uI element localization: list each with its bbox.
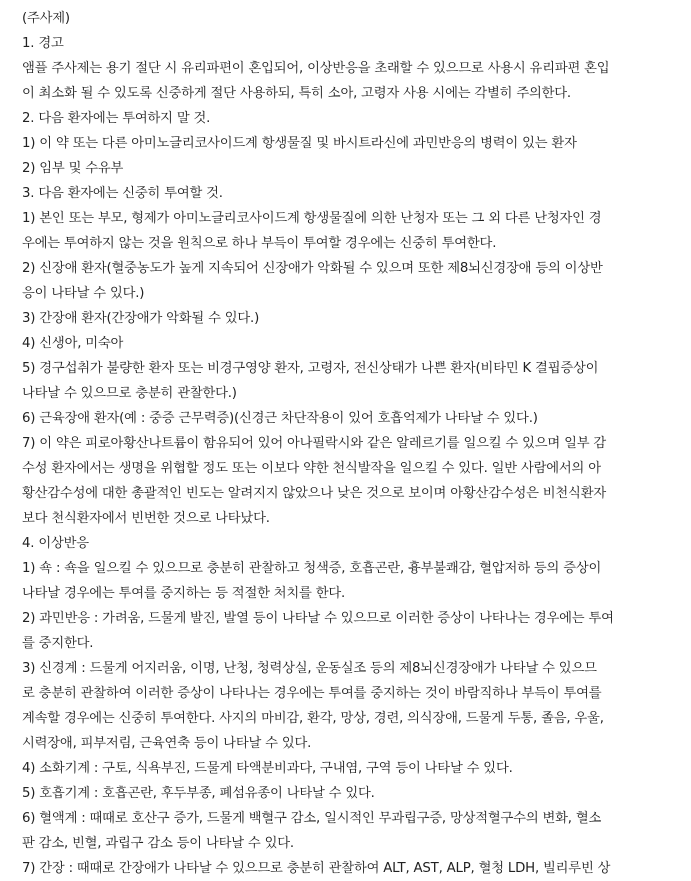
text-line: 나타날 수 있으므로 충분히 관찰한다.) [22, 386, 237, 401]
text-line: 3) 신경계 : 드물게 어지러움, 이명, 난청, 청력상실, 운동실조 등의 제8뇌신경장애가 나타날 수 있으므 [22, 661, 597, 676]
heading-contraindications: 2. 다음 환자에는 투여하지 말 것. [22, 111, 211, 126]
text-line: 4) 소화기계 : 구토, 식욕부진, 드물게 타액분비과다, 구내염, 구역 등이 나타날 수 있다. [22, 761, 513, 776]
text-line: 5) 호흡기계 : 호흡곤란, 후두부종, 폐섬유종이 나타날 수 있다. [22, 786, 375, 801]
text-line: 우에는 투여하지 않는 것을 원칙으로 하나 부득이 투여할 경우에는 신중히 투여한다. [22, 236, 497, 251]
heading-warning: 1. 경고 [22, 36, 64, 51]
text-line: 3) 간장애 환자(간장애가 악화될 수 있다.) [22, 311, 260, 326]
text-line: 1) 본인 또는 부모, 형제가 아미노글리코사이드계 항생물질에 의한 난청자 또는 그 외 다른 난청자인 경 [22, 211, 602, 226]
text-line: 1) 쇽 : 쇽을 일으킬 수 있으므로 충분히 관찰하고 청색증, 호흡곤란, 흉부불쾌감, 혈압저하 등의 증상이 [22, 561, 602, 576]
text-line: 시력장애, 피부저림, 근육연축 등이 나타날 수 있다. [22, 736, 312, 751]
text-line: 수성 환자에서는 생명을 위협할 정도 또는 이보다 약한 천식발작을 일으킬 수 있다. 일반 사람에서의 아 [22, 461, 601, 476]
text-line: 7) 이 약은 피로아황산나트륨이 함유되어 있어 아나필락시와 같은 알레르기를 일으킬 수 있으며 일부 감 [22, 436, 607, 451]
section-label: (주사제) [22, 11, 70, 26]
text-line: 5) 경구섭취가 불량한 환자 또는 비경구영양 환자, 고령자, 전신상태가 나쁜 환자(비타민 K 결핍증상이 [22, 361, 599, 376]
text-line: 를 중지한다. [22, 636, 94, 651]
text-line: 2) 과민반응 : 가려움, 드물게 발진, 발열 등이 나타날 수 있으므로 이러한 증상이 나타나는 경우에는 투여 [22, 611, 614, 626]
text-line: 2) 신장애 환자(혈중농도가 높게 지속되어 신장애가 악화될 수 있으며 또한 제8뇌신경장애 등의 이상반 [22, 261, 603, 276]
text-line: 응이 나타날 수 있다.) [22, 286, 145, 301]
text-line: 판 감소, 빈혈, 과립구 감소 등이 나타날 수 있다. [22, 836, 294, 851]
text-line: 로 충분히 관찰하여 이러한 증상이 나타나는 경우에는 투여를 중지하는 것이 바람직하나 부득이 투여를 [22, 686, 602, 701]
text-line: 1) 이 약 또는 다른 아미노글리코사이드계 항생물질 및 바시트라신에 과민반응의 병력이 있는 환자 [22, 136, 577, 151]
text-line: 황산감수성에 대한 총괄적인 빈도는 알려지지 않았으나 낮은 것으로 보이며 아황산감수성은 비천식환자 [22, 486, 606, 501]
text-line: 나타날 경우에는 투여를 중지하는 등 적절한 처치를 한다. [22, 586, 346, 601]
text-line: 2) 임부 및 수유부 [22, 161, 124, 176]
text-line: 4) 신생아, 미숙아 [22, 336, 124, 351]
heading-adverse-reactions: 4. 이상반응 [22, 536, 89, 551]
heading-cautions: 3. 다음 환자에는 신중히 투여할 것. [22, 186, 223, 201]
text-line: 앰플 주사제는 용기 절단 시 유리파편이 혼입되어, 이상반응을 초래할 수 있으므로 사용시 유리파편 혼입 [22, 61, 610, 76]
document-body [0, 6, 685, 881]
text-line: 계속할 경우에는 신중히 투여한다. 사지의 마비감, 환각, 망상, 경련, 의식장애, 드물게 두통, 졸음, 우울, [22, 711, 604, 726]
text-line: 6) 혈액계 : 때때로 호산구 증가, 드물게 백혈구 감소, 일시적인 무과립구증, 망상적혈구수의 변화, 혈소 [22, 811, 602, 826]
text-line: 7) 간장 : 때때로 간장애가 나타날 수 있으므로 충분히 관찰하여 ALT, AST, ALP, 혈청 LDH, 빌리루빈 상 [22, 861, 611, 876]
text-line: 6) 근육장애 환자(예 : 중증 근무력증)(신경근 차단작용이 있어 호흡억제가 나타날 수 있다.) [22, 411, 538, 426]
text-line: 이 최소화 될 수 있도록 신중하게 절단 사용하되, 특히 소아, 고령자 사용 시에는 각별히 주의한다. [22, 86, 571, 101]
text-line: 보다 천식환자에서 빈번한 것으로 나타났다. [22, 511, 270, 526]
